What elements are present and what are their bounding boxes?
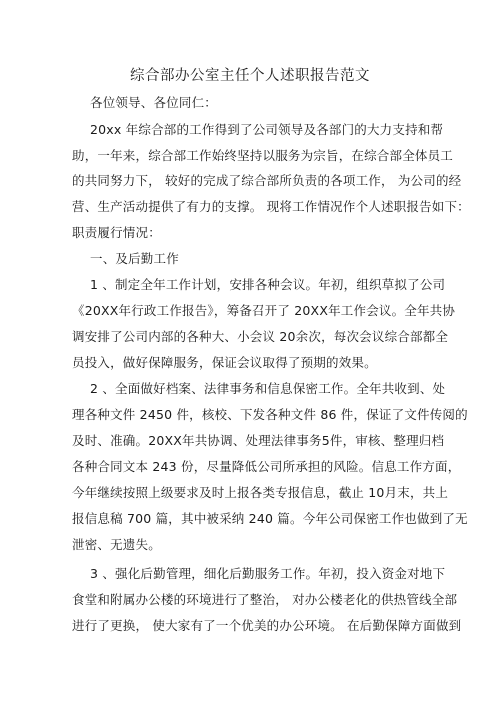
paragraph-line: 3 、强化后勤管理，细化后勤服务工作。年初，投入资金对地下	[90, 566, 446, 581]
document-title: 综合部办公室主任个人述职报告范文	[130, 68, 370, 84]
paragraph-line: 进行了更换， 使大家有了一个优美的办公环境。 在后勤保障方面做到	[72, 618, 462, 633]
paragraph-line: 报信息稿 700 篇，其中被采纳 240 篇。今年公司保密工作也做到了无	[72, 511, 468, 526]
paragraph-line: 2 、全面做好档案、法律事务和信息保密工作。全年共收到、处	[90, 381, 446, 396]
paragraph-line: 助，一年来，综合部工作始终坚持以服务为宗旨，在综合部全体员工	[72, 148, 454, 163]
salutation-line: 各位领导、各位同仁：	[90, 95, 218, 110]
paragraph-line: 营、生产活动提供了有力的支撑。 现将工作情况作个人述职报告如下：	[72, 199, 470, 214]
paragraph-line: 员投入，做好保障服务，保证会议取得了预期的效果。	[72, 355, 377, 370]
paragraph-line: 《20XX年行政工作报告》，筹备召开了 20XX年工作会议。全年共协	[72, 303, 456, 318]
section-heading: 一、及后勤工作	[90, 251, 179, 266]
paragraph-line: 泄密、无遗失。	[72, 537, 161, 552]
paragraph-line: 理各种文件 2450 件，核校、下发各种文件 86 件，保证了文件传阅的	[72, 407, 468, 422]
paragraph-line: 的共同努力下， 较好的完成了综合部所负责的各项工作， 为公司的经	[72, 173, 462, 188]
paragraph-line: 20xx 年综合部的工作得到了公司领导及各部门的大力支持和帮	[90, 122, 444, 137]
paragraph-line: 1 、制定全年工作计划，安排各种会议。年初，组织草拟了公司	[90, 277, 446, 292]
paragraph-line: 及时、准确。20XX年共协调、处理法律事务5件，审核、整理归档	[72, 433, 445, 448]
section-label: 职责履行情况：	[72, 225, 161, 240]
paragraph-line: 各种合同文本 243 份，尽量降低公司所承担的风险。信息工作方面，	[72, 459, 461, 474]
paragraph-line: 今年继续按照上级要求及时上报各类专报信息，截止 10月末，共上	[72, 485, 449, 500]
paragraph-line: 食堂和附属办公楼的环境进行了整治， 对办公楼老化的供热管线全部	[72, 592, 458, 607]
paragraph-line: 调安排了公司内部的各种大、小会议 20余次，每次会议综合部都全	[72, 329, 449, 344]
